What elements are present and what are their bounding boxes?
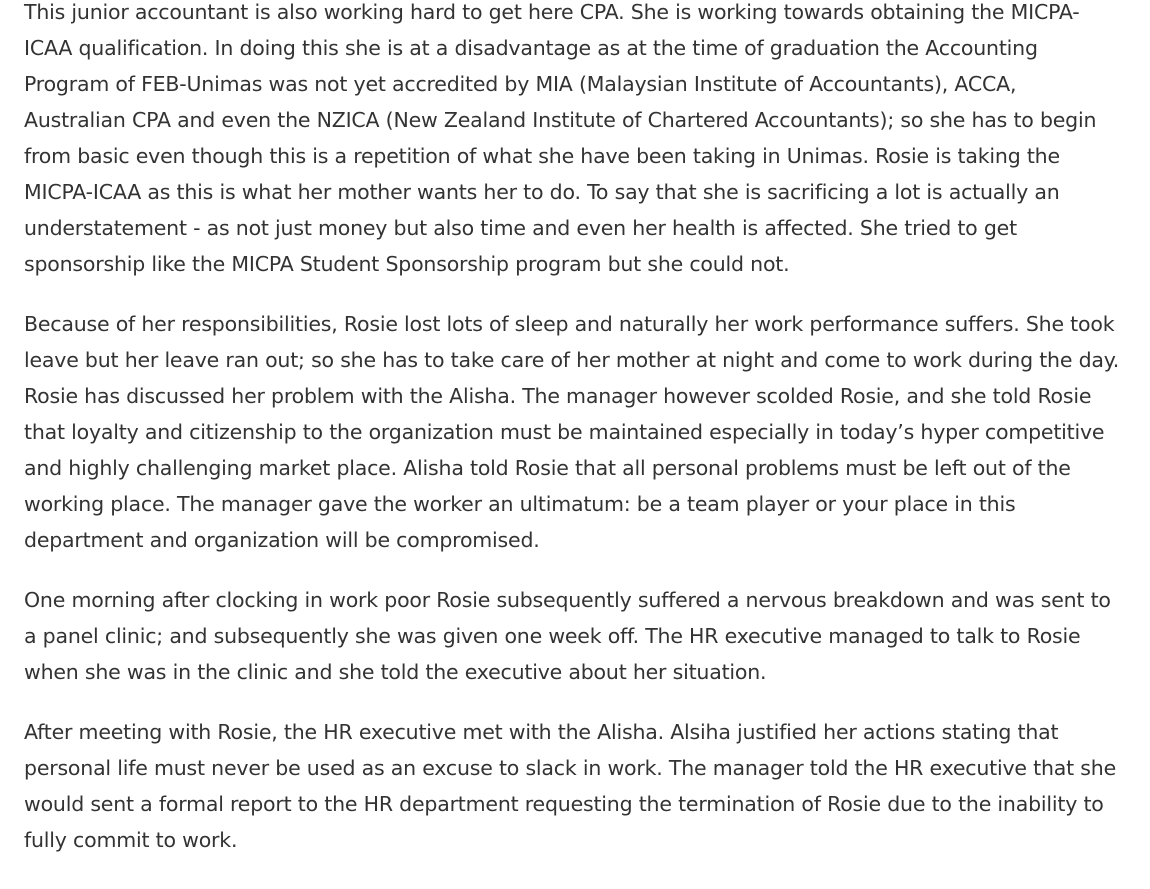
paragraph-responsibilities: Because of her responsibilities, Rosie lost lots of sleep and naturally her work performance suffers. She took leave but her leave ran out; so she has to take care of her mother at night and come to work during the day. Rosie has discussed her problem with the Alisha. The manager however scolded Rosie, and she told Rosie that loyalty and citizenship to the organization must be maintained especially in today’s hyper competitive and highly challenging market place. Alisha told Rosie that all personal problems must be left out of the working place. The manager gave the worker an ultimatum: be a team player or your place in this department and organization will be compromised.: [24, 312, 1120, 552]
paragraph-sponsorship: This junior accountant is also working hard to get here CPA. She is working towards obtaining the MICPA-ICAA qualification. In doing this she is at a disadvantage as at the time of graduation the Accounting Program of FEB-Unimas was not yet accredited by MIA (Malaysian Institute of Accountants), ACCA, Australian CPA and even the NZICA (New Zealand Institute of Chartered Accountants); so she has to begin from basic even though this is a repetition of what she have been taking in Unimas. Rosie is taking the MICPA-ICAA as this is what her mother wants her to do. To say that she is sacrificing a lot is actually an understatement - as not just money but also time and even her health is affected. She tried to get sponsorship like the MICPA Student Sponsorship program but she could not.: [24, 0, 1097, 276]
paragraph-breakdown: One morning after clocking in work poor Rosie subsequently suffered a nervous breakdown and was sent to a panel clinic; and subsequently she was given one week off. The HR executive managed to talk to Rosie when she was in the clinic and she told the executive about her situation.: [24, 588, 1111, 684]
paragraph-hr-meeting: After meeting with Rosie, the HR executive met with the Alisha. Alsiha justified her actions stating that personal life must never be used as an excuse to slack in work. The manager told the HR executive that she would sent a formal report to the HR department requesting the termination of Rosie due to the inability to fully commit to work.: [24, 720, 1116, 852]
article-body: [24, 0, 1124, 882]
